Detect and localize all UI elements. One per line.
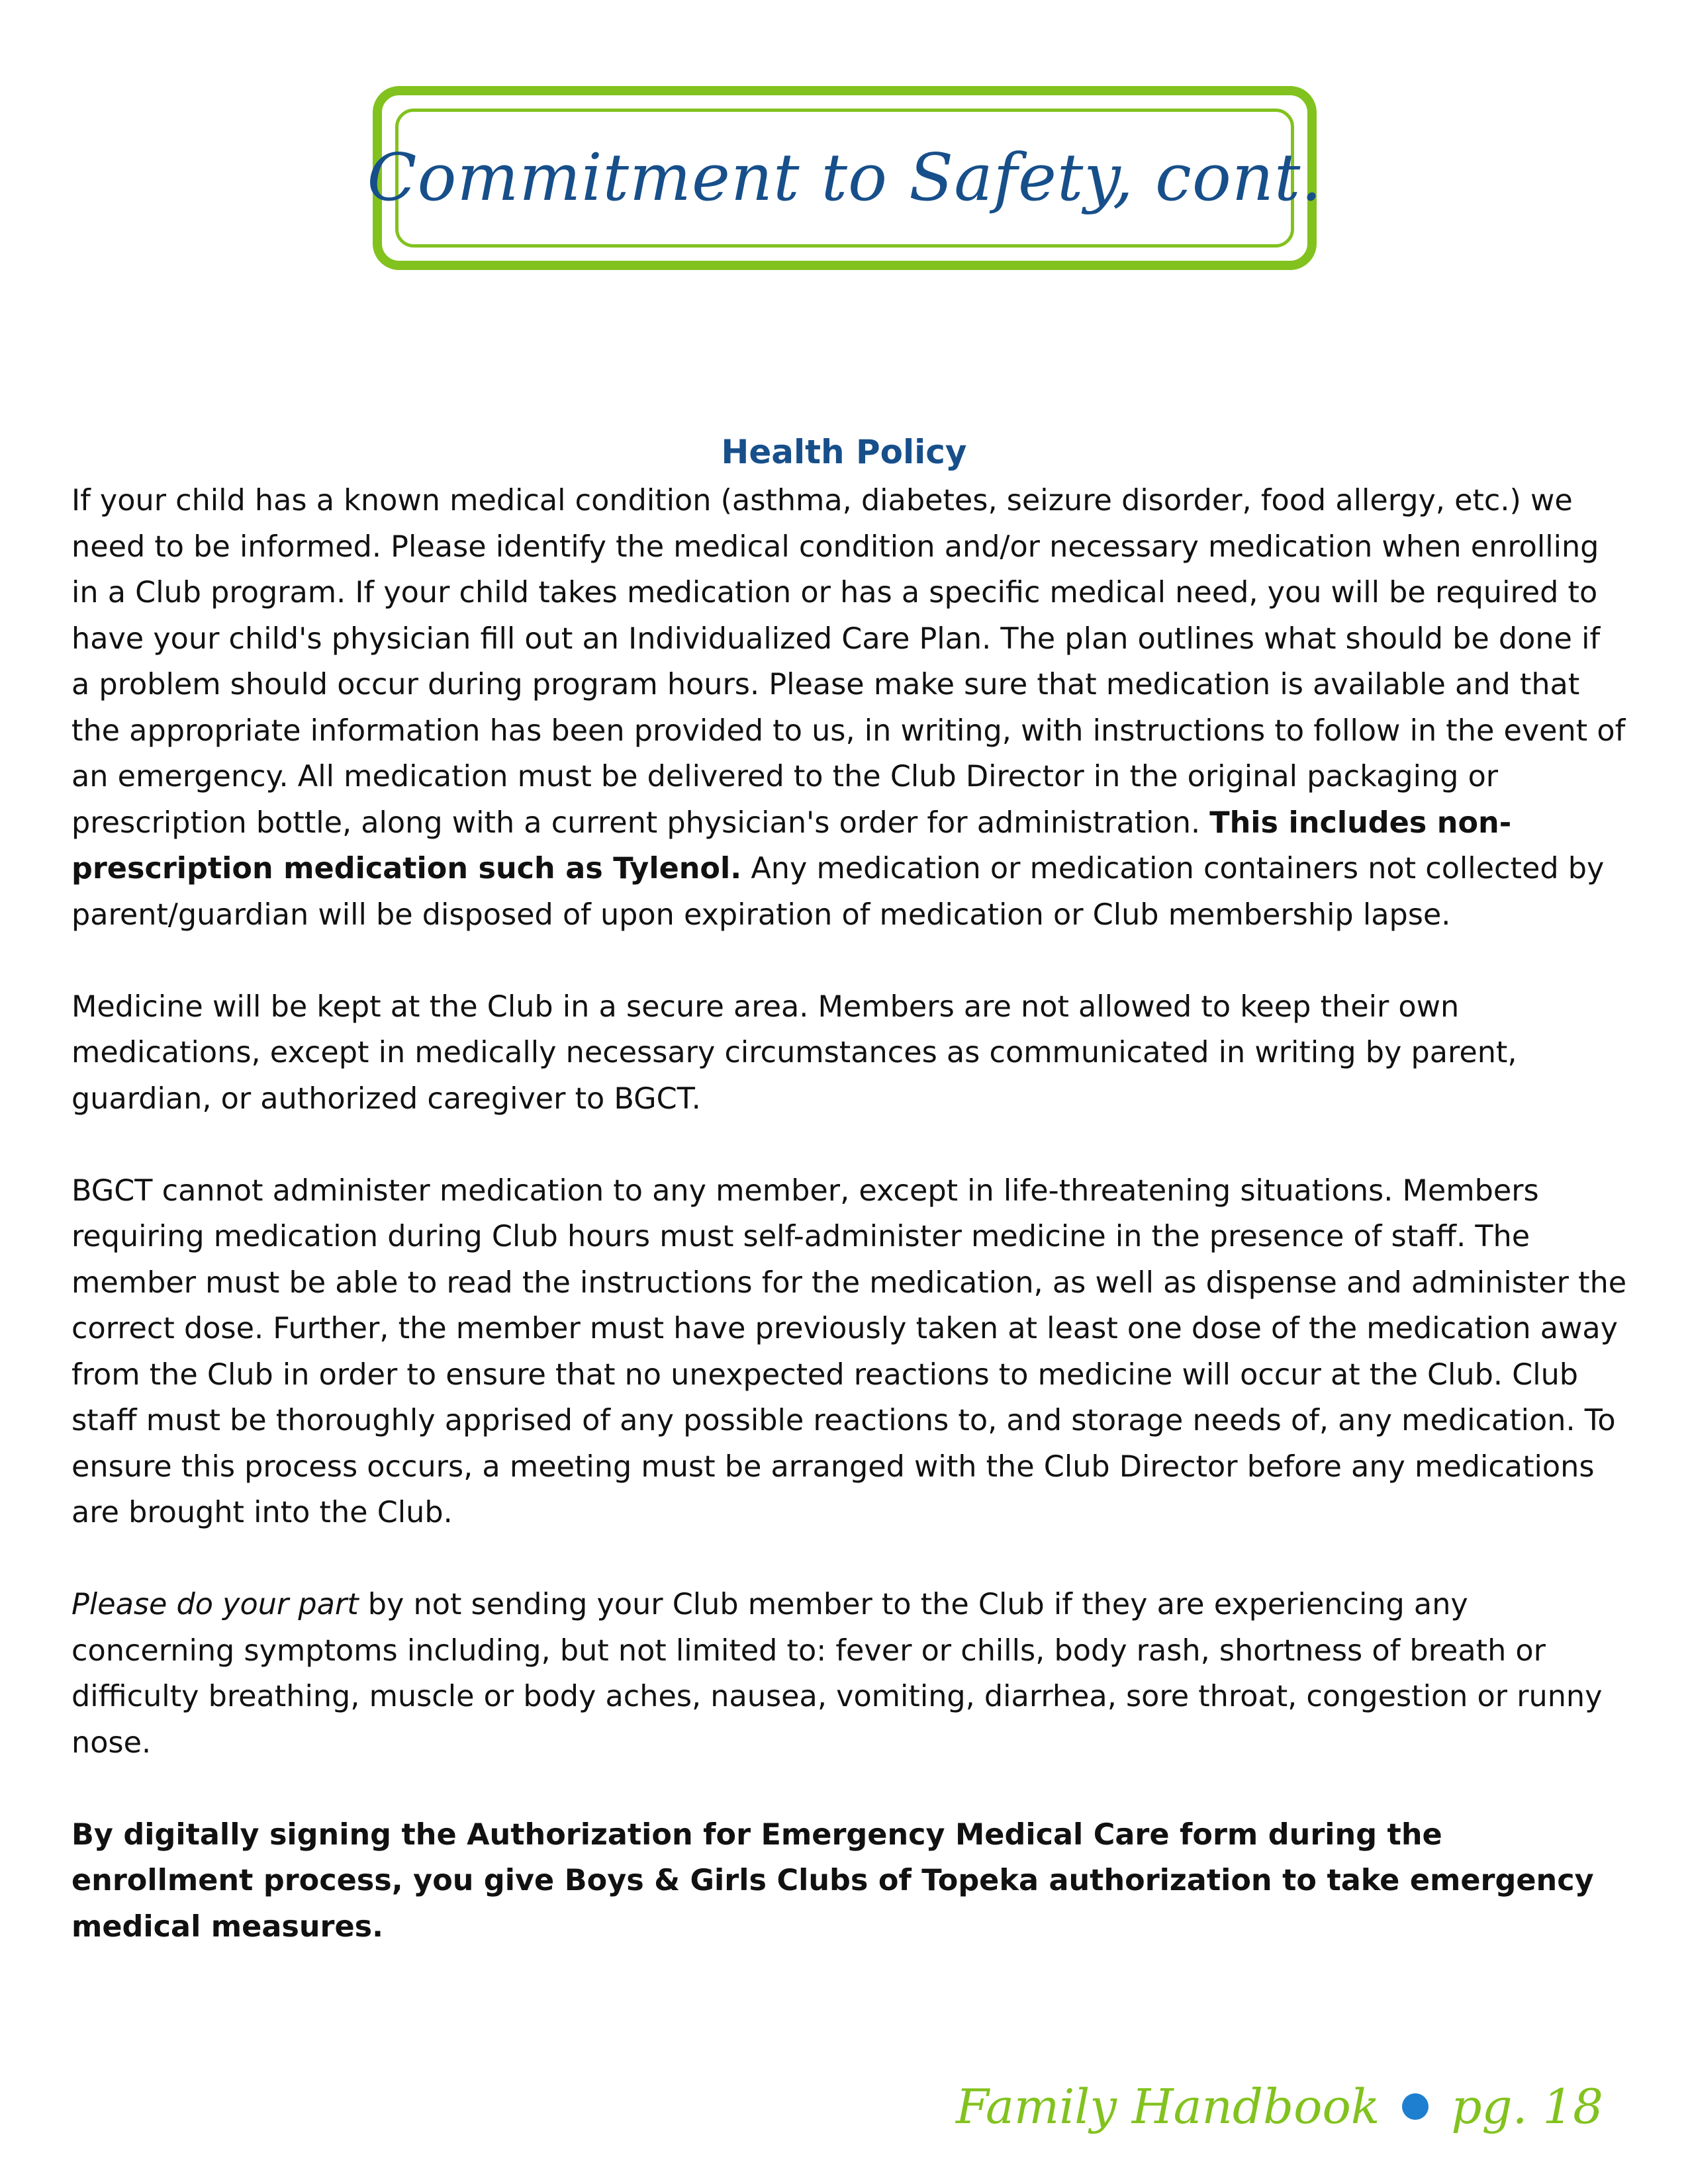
paragraph-administration: BGCT cannot administer medication to any member, except in life-threatening situations. Members requiring medication during Club hours must self-administer medicine in the presence of staff. The member must be able to read the instructions for the medication, as well as dispense and administer the correct dose. Further, the member must have previously taken at least one dose of the medication away from the Club in order to ensure that no unexpected reactions to medicine will occur at the Club. Club staff must be thoroughly apprised of any possible reactions to, and storage needs of, any medication. To ensure this process occurs, a meeting must be arranged with the Club Director before any medications are brought into the Club. (71, 1173, 1627, 1529)
title-frame (367, 86, 1323, 270)
italic-emphasis: Please do your part (71, 1588, 359, 1621)
paragraph-gap (71, 938, 1627, 984)
paragraph-gap (71, 1536, 1627, 1582)
paragraph-text: Any medication or medication containers not collected by parent/guardian will be disposed of upon expiration of medication or Club membership lapse. (71, 852, 1605, 932)
page-footer (956, 2070, 1603, 2143)
page-number: pg. 18 (1451, 2079, 1603, 2134)
bold-emphasis: This includes non-prescription medication such as Tylenol. (71, 805, 1512, 886)
paragraph-text: If your child has a known medical condition (asthma, diabetes, seizure disorder, food allergy, etc.) we need to be informed. Please identify the medical condition and/or necessary medication when enrolling in a Club program. If your child takes medication or has a specific medical need, you will be required to have your child's physician fill out an Individualized Care Plan. The plan outlines what should be done if a problem should occur during program hours. Please make sure that medication is available and that the appropriate information has been provided to us, in writing, with instructions to follow in the event of an emergency. All medication must be delivered to the Club Director in the original packaging or prescription bottle, along with a current physician's order for administration. (71, 484, 1626, 840)
section-heading: Health Policy (721, 433, 967, 471)
title-inner-frame (367, 109, 1323, 248)
paragraph-authorization: By digitally signing the Authorization for Emergency Medical Care form during the enrollment process, you give Boys & Girls Clubs of Topeka authorization to take emergency medical measures. (71, 1817, 1594, 1944)
document-body (71, 478, 1627, 1950)
footer-label: Family Handbook (955, 2079, 1380, 2134)
paragraph-medicine-storage: Medicine will be kept at the Club in a secure area. Members are not allowed to keep their own medications, except in medically necessary circumstances as communicated in writing by parent, guardian, or authorized caregiver to BGCT. (71, 989, 1517, 1116)
paragraph-medical-conditions (71, 478, 1627, 938)
paragraph-gap (71, 1122, 1627, 1168)
page-title: Commitment to Safety, cont. (367, 140, 1323, 216)
paragraph-symptoms (71, 1582, 1627, 1766)
bullet-dot-icon (1402, 2093, 1429, 2120)
paragraph-text: by not sending your Club member to the Club if they are experiencing any concerning symptoms including, but not limited to: fever or chills, body rash, shortness of breath or difficulty breathing, muscle or body aches, nausea, vomiting, diarrhea, sore throat, congestion or runny nose. (71, 1588, 1603, 1760)
paragraph-gap (71, 1766, 1627, 1812)
